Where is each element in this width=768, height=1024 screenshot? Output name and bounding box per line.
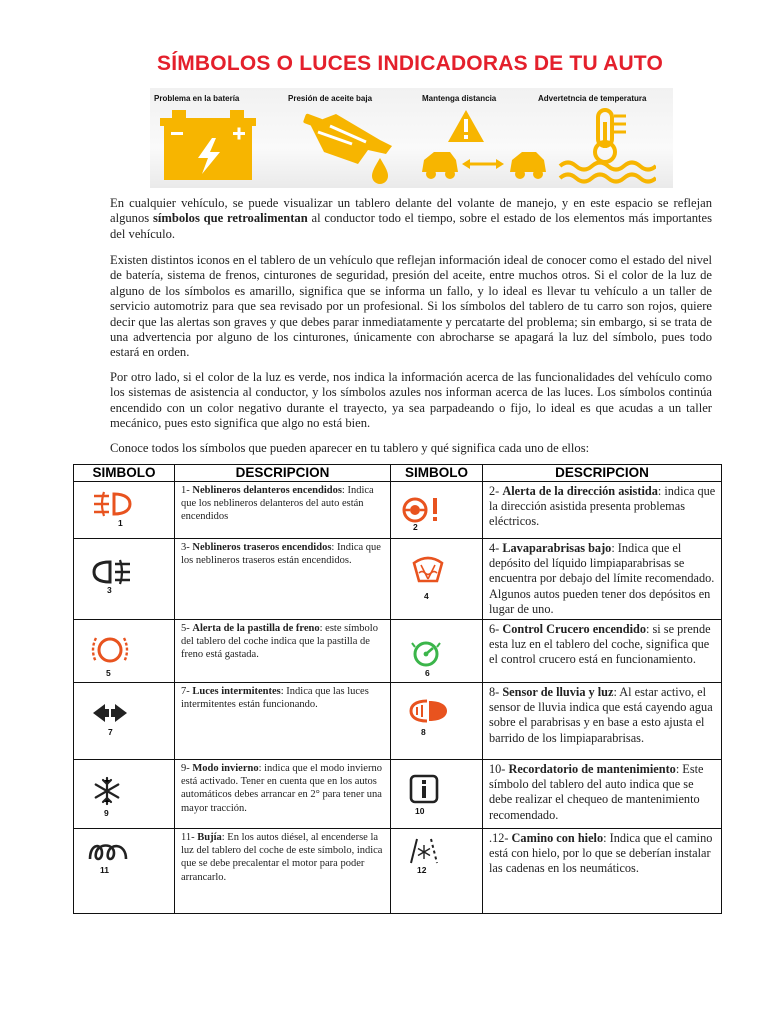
symbol-cell-9 bbox=[74, 760, 175, 829]
brake-pad-icon bbox=[90, 632, 130, 668]
intro-p1-bold: símbolos que retroalimentan bbox=[152, 211, 308, 226]
glow-plug-icon bbox=[88, 839, 128, 863]
desc-name: Bujía bbox=[197, 832, 222, 844]
table-row bbox=[74, 760, 722, 829]
desc-text: : Indica que los neblineros traseros están encendidos. bbox=[181, 542, 381, 567]
desc-prefix: 11- bbox=[181, 832, 198, 844]
desc-text: : Este símbolo del tablero del auto indica que se debe realizar el chequeo de mantenimiento recomendado. bbox=[489, 762, 704, 822]
header-symbol-left: SIMBOLO bbox=[74, 465, 175, 482]
header-symbol-right: SIMBOLO bbox=[391, 465, 483, 482]
description-cell-1 bbox=[175, 482, 391, 539]
description-cell-9 bbox=[175, 760, 391, 829]
desc-text: : En los autos diésel, al encenderse la luz del tablero del coche de este símbolo, indica que se debe precalentar el motor para poder arrancarlo. bbox=[181, 832, 383, 883]
page-title: SÍMBOLOS O LUCES INDICADORAS DE TU AUTO bbox=[157, 52, 663, 75]
desc-text: : si se prende esta luz en el tablero del coche, significa que el control crucero está en funcionamiento. bbox=[489, 622, 711, 667]
desc-name: Control Crucero encendido bbox=[502, 622, 647, 637]
table-row bbox=[74, 482, 722, 539]
desc-name: Luces intermitentes bbox=[192, 686, 281, 698]
symbol-number: 1 bbox=[118, 518, 123, 528]
desc-name: Neblineros delanteros encendidos bbox=[192, 485, 342, 496]
symbol-cell-6 bbox=[391, 620, 483, 683]
desc-name: Neblineros traseros encendidos bbox=[192, 542, 332, 553]
oil-can-icon bbox=[288, 106, 420, 188]
description-cell-3 bbox=[175, 539, 391, 620]
description-cell-6 bbox=[483, 620, 722, 683]
table-row bbox=[74, 683, 722, 760]
description-cell-8 bbox=[483, 683, 722, 760]
symbol-number: 9 bbox=[104, 808, 109, 819]
turn-signal-icon bbox=[92, 703, 128, 723]
intro-p1-start: En cualquier vehículo, se puede visualizar un tablero delante del volante de manejo, y en este espacio se reflejan algunos bbox=[110, 196, 712, 226]
intro-paragraph-1 bbox=[110, 196, 712, 242]
desc-name: Alerta de la pastilla de freno bbox=[192, 623, 320, 635]
desc-text: : indica que la dirección asistida presenta problemas eléctricos. bbox=[489, 484, 716, 529]
description-cell-4 bbox=[483, 539, 722, 620]
description-cell-7 bbox=[175, 683, 391, 760]
symbol-cell-12 bbox=[391, 829, 483, 914]
description-cell-5 bbox=[175, 620, 391, 683]
desc-name: Camino con hielo bbox=[511, 831, 604, 846]
desc-name: Lavaparabrisas bajo bbox=[502, 541, 612, 555]
banner-label-temperature: Advertetncia de temperatura bbox=[538, 94, 647, 103]
intro-paragraph-3: Por otro lado, si el color de la luz es verde, nos indica la información acerca de las funcionalidades del vehículo como los sistemas de asistencia al conductor, y los símbolos azules nos informan acerca de las luces. Los símbolos continúa encendido con un color negativo durante el trayecto, ya sea parpadeando o fijo, lo ideal es que acudas a un taller mecánico, pues esto significa que algo no está bien. bbox=[110, 370, 712, 431]
symbols-table bbox=[73, 464, 722, 914]
desc-prefix: 10- bbox=[489, 762, 509, 777]
desc-prefix: 1- bbox=[181, 485, 193, 496]
desc-text: : Indica que las luces intermitentes están funcionando. bbox=[181, 686, 369, 711]
intro-p1-end: al conductor todo el tiempo, sobre el estado de los elementos más importantes del vehículo. bbox=[110, 211, 713, 241]
washer-fluid-icon bbox=[411, 553, 445, 587]
desc-prefix: 2- bbox=[489, 484, 503, 498]
desc-text: : Indica que el camino está con hielo, por lo que se deberían instalar las cadenas en los neumáticos. bbox=[489, 831, 713, 876]
description-cell-2 bbox=[483, 482, 722, 539]
header-description-left: DESCRIPCION bbox=[175, 465, 391, 482]
power-steering-warning-icon bbox=[401, 496, 441, 524]
symbol-cell-3 bbox=[74, 539, 175, 620]
symbol-cell-5 bbox=[74, 620, 175, 683]
description-cell-11 bbox=[175, 829, 391, 914]
banner-label-distance: Mantenga distancia bbox=[422, 94, 497, 103]
desc-prefix: 8- bbox=[489, 685, 503, 700]
battery-icon bbox=[158, 106, 258, 186]
desc-prefix: 7- bbox=[181, 686, 193, 698]
banner-battery bbox=[154, 88, 284, 188]
keep-distance-icon bbox=[422, 106, 548, 188]
table-row bbox=[74, 620, 722, 683]
description-cell-12 bbox=[483, 829, 722, 914]
desc-prefix: 9- bbox=[181, 763, 193, 775]
desc-text: : Indica que los neblineros delanteros del auto están encendidos bbox=[181, 485, 374, 523]
front-fog-light-icon bbox=[92, 490, 132, 518]
desc-name: Modo invierno bbox=[192, 763, 259, 775]
banner-label-oil: Presión de aceite baja bbox=[288, 94, 373, 103]
intro-paragraph-2: Existen distintos iconos en el tablero de un vehículo que reflejan información ideal de conocer como el estado del nivel de batería, sistema de frenos, cinturones de seguridad, presión del aceite, entre muchos otros. Si el color de la luz de alguno de los símbolos es amarillo, significa que se informa un fallo, y lo ideal es llevar tu vehículo a un taller de servicio automotriz para que sea revisado por un profesional. Si los símbolos del tablero de tu carro son rojos, quiere decir que las alertas son graves y que debes parar inmediatamente y percatarte del problema; sin embargo, si se trata de una advertencia por alguno de los cinturones, únicamente con abrocharse se apagará la luz del símbolo, pues todo estará en orden. bbox=[110, 253, 712, 360]
description-cell-10 bbox=[483, 760, 722, 829]
table-row bbox=[74, 539, 722, 620]
desc-prefix: .12- bbox=[489, 831, 512, 846]
desc-name: Alerta de la dirección asistida bbox=[502, 484, 658, 498]
desc-text: : este símbolo del tablero del coche indica que la pastilla de freno está gastada. bbox=[181, 623, 378, 661]
cruise-control-icon bbox=[411, 638, 441, 668]
banner-label-battery: Problema en la batería bbox=[154, 94, 240, 103]
symbol-cell-11 bbox=[74, 829, 175, 914]
symbol-number: 3 bbox=[107, 585, 112, 595]
header-description-right: DESCRIPCION bbox=[483, 465, 722, 482]
warning-banner bbox=[150, 88, 673, 188]
symbol-number: 10 bbox=[415, 806, 425, 817]
desc-text: : Indica que el depósito del líquido limpiaparabrisas se encuentra por debajo del límite recomendado. Algunos autos pueden tener dos depósitos en lugar de uno. bbox=[489, 541, 715, 616]
symbol-number: 11 bbox=[100, 865, 109, 876]
banner-distance bbox=[422, 88, 548, 188]
rain-light-sensor-icon bbox=[409, 697, 449, 725]
desc-prefix: 6- bbox=[489, 622, 503, 637]
maintenance-info-icon bbox=[409, 774, 439, 804]
symbol-cell-10 bbox=[391, 760, 483, 829]
table-row bbox=[74, 829, 722, 914]
banner-oil bbox=[288, 88, 420, 188]
symbol-cell-4 bbox=[391, 539, 483, 620]
symbol-number: 5 bbox=[106, 668, 111, 679]
symbol-number: 7 bbox=[108, 727, 113, 738]
desc-name: Recordatorio de mantenimiento bbox=[508, 762, 676, 777]
symbol-cell-8 bbox=[391, 683, 483, 760]
desc-prefix: 3- bbox=[181, 542, 193, 553]
desc-prefix: 5- bbox=[181, 623, 193, 635]
desc-text: : indica que el modo invierno está activado. Tener en cuenta que en los autos automáticos debes arrancar en 2° para tener una mayor tracción. bbox=[181, 763, 382, 814]
symbol-cell-1 bbox=[74, 482, 175, 539]
symbol-number: 12 bbox=[417, 865, 427, 876]
intro-paragraph-4: Conoce todos los símbolos que pueden aparecer en tu tablero y qué significa cada uno de ellos: bbox=[110, 441, 590, 455]
snowflake-icon bbox=[92, 776, 122, 806]
symbol-number: 6 bbox=[425, 668, 430, 679]
desc-text: : Al estar activo, el sensor de lluvia indica que está cayendo agua sobre el parabrisas y en base a esto ajusta el barrido de los limpiaparabrisas. bbox=[489, 685, 713, 745]
icy-road-icon bbox=[409, 835, 439, 865]
symbol-number: 8 bbox=[421, 727, 426, 738]
desc-prefix: 4- bbox=[489, 541, 503, 555]
banner-temperature bbox=[538, 88, 673, 188]
symbol-number: 4 bbox=[424, 591, 429, 601]
symbol-number: 2 bbox=[413, 522, 418, 532]
rear-fog-light-icon bbox=[92, 559, 132, 585]
desc-name: Sensor de lluvia y luz bbox=[502, 685, 614, 700]
symbol-cell-2 bbox=[391, 482, 483, 539]
table-header-row bbox=[74, 465, 722, 482]
symbol-cell-7 bbox=[74, 683, 175, 760]
temperature-icon bbox=[556, 106, 656, 188]
